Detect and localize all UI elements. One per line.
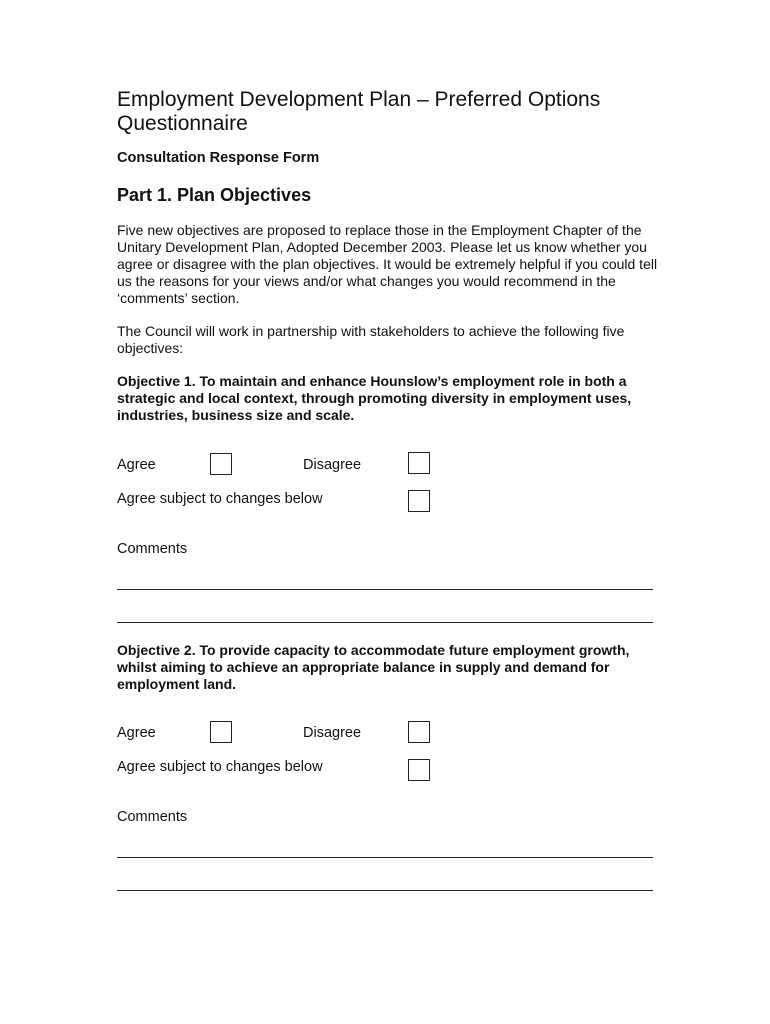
objective-2-agree-label: Agree (117, 725, 156, 741)
objective-1-agree-label: Agree (117, 457, 156, 473)
objective-2-comment-line-2[interactable] (117, 890, 653, 891)
objective-2-agree-subject-label: Agree subject to changes below (117, 759, 323, 775)
objective-1-text: Objective 1. To maintain and enhance Hounslow’s employment role in both a strategic and local context, through promoting diversity in employment uses, industries, business size and scale. (117, 373, 632, 423)
objective-2-text: Objective 2. To provide capacity to accommodate future employment growth, whilst aiming to achieve an appropriate balance in supply and demand for employment land. (117, 642, 630, 692)
objective-2-comment-line-1[interactable] (117, 857, 653, 858)
intro-paragraph: Five new objectives are proposed to replace those in the Employment Chapter of the Unitary Development Plan, Adopted December 2003. Please let us know whether you agree or disagree with the plan objectives. It would be extremely helpful if you could tell us the reasons for your views and/or what changes you would recommend in the ‘comments’ section. (117, 222, 658, 306)
document-title: Employment Development Plan – Preferred Options Questionnaire (117, 88, 601, 135)
objective-1-disagree-label: Disagree (303, 457, 362, 473)
council-paragraph: The Council will work in partnership with stakeholders to achieve the following five objectives: (117, 323, 625, 356)
section-heading: Part 1. Plan Objectives (117, 185, 312, 205)
objective-1-agree-checkbox[interactable] (210, 453, 232, 475)
objective-2-disagree-label: Disagree (303, 725, 362, 741)
objective-1-comment-line-2[interactable] (117, 622, 653, 623)
objective-2-comments-label: Comments (117, 809, 188, 825)
objective-2-agree-checkbox[interactable] (210, 721, 232, 743)
objective-1-comments-label: Comments (117, 541, 188, 557)
document-subtitle: Consultation Response Form (117, 150, 320, 166)
objective-1-disagree-checkbox[interactable] (408, 452, 430, 474)
objective-2-disagree-checkbox[interactable] (408, 721, 430, 743)
objective-1-agree-subject-checkbox[interactable] (408, 490, 430, 512)
objective-1-agree-subject-label: Agree subject to changes below (117, 491, 323, 507)
objective-2-agree-subject-checkbox[interactable] (408, 759, 430, 781)
objective-1-comment-line-1[interactable] (117, 589, 653, 590)
